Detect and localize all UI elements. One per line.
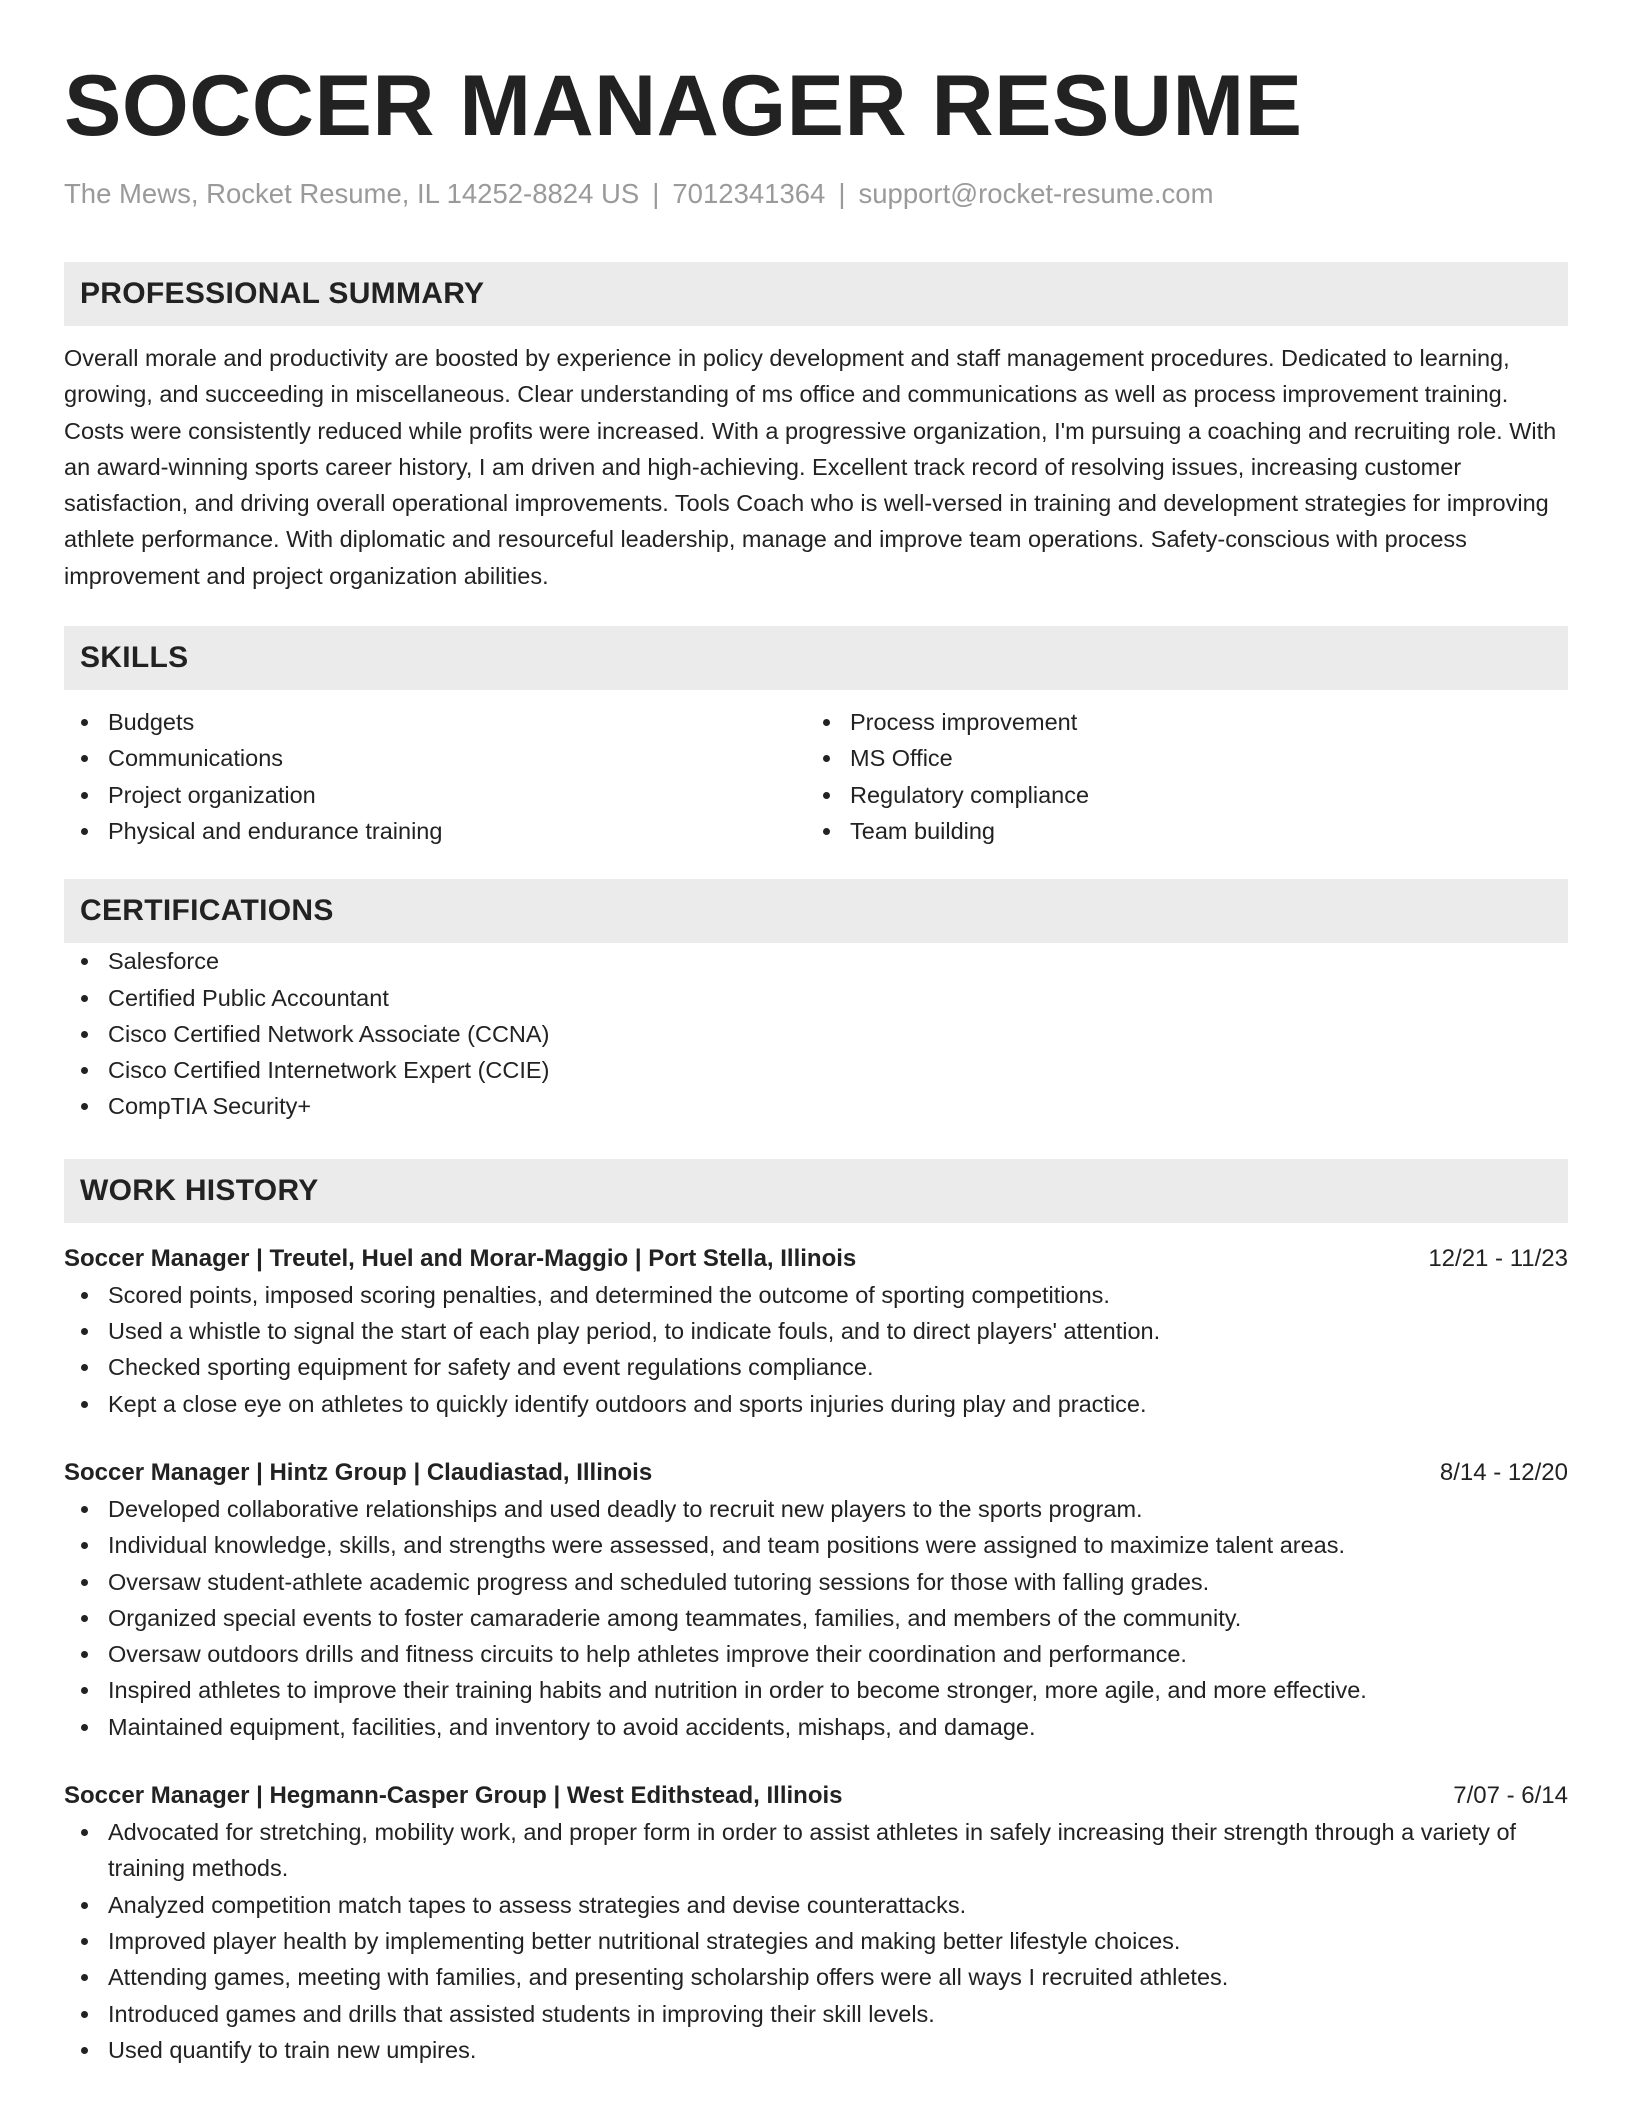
contact-line xyxy=(64,176,1568,212)
section-heading-certifications: CERTIFICATIONS xyxy=(64,879,1568,943)
job-duty-item: Improved player health by implementing better nutritional strategies and making better lifestyle choices. xyxy=(108,1923,1568,1959)
job-duty-item: Introduced games and drills that assisted students in improving their skill levels. xyxy=(108,1996,1568,2032)
resume-title: SOCCER MANAGER RESUME xyxy=(64,58,1303,154)
job-duty-item: Oversaw outdoors drills and fitness circuits to help athletes improve their coordination and performance. xyxy=(108,1636,1568,1672)
contact-separator: | xyxy=(838,178,846,209)
job-duty-item: Used quantify to train new umpires. xyxy=(108,2032,1568,2068)
job-dates: 7/07 - 6/14 xyxy=(1453,1782,1568,1810)
job-entry xyxy=(64,1455,1568,1745)
certification-item: Cisco Certified Internetwork Expert (CCIE) xyxy=(108,1052,1568,1088)
skill-item: Regulatory compliance xyxy=(850,777,1548,813)
skills-list xyxy=(64,704,1568,849)
section-heading-skills: SKILLS xyxy=(64,626,1568,690)
job-duty-item: Used a whistle to signal the start of each play period, to indicate fouls, and to direct players' attention. xyxy=(108,1313,1568,1349)
job-header xyxy=(64,1455,1568,1491)
job-header xyxy=(64,1241,1568,1277)
job-duty-item: Advocated for stretching, mobility work, and proper form in order to assist athletes in safely increasing their strength through a variety of training methods. xyxy=(108,1814,1568,1887)
certifications-list xyxy=(64,943,1568,1124)
job-duty-item: Attending games, meeting with families, and presenting scholarship offers were all ways I recruited athletes. xyxy=(108,1959,1568,1995)
job-duty-item: Individual knowledge, skills, and strengths were assessed, and team positions were assigned to maximize talent areas. xyxy=(108,1527,1568,1563)
job-title: Soccer Manager | Hegmann-Casper Group | West Edithstead, Illinois xyxy=(64,1782,843,1810)
certification-item: Cisco Certified Network Associate (CCNA) xyxy=(108,1016,1568,1052)
job-duty-item: Checked sporting equipment for safety and event regulations compliance. xyxy=(108,1349,1568,1385)
job-duty-item: Inspired athletes to improve their training habits and nutrition in order to become stronger, more agile, and more effective. xyxy=(108,1672,1568,1708)
job-duty-item: Scored points, imposed scoring penalties, and determined the outcome of sporting competitions. xyxy=(108,1277,1568,1313)
job-duty-item: Maintained equipment, facilities, and inventory to avoid accidents, mishaps, and damage. xyxy=(108,1709,1568,1745)
job-duty-item: Analyzed competition match tapes to assess strategies and devise counterattacks. xyxy=(108,1887,1568,1923)
certification-item: Salesforce xyxy=(108,943,1568,979)
job-duty-item: Kept a close eye on athletes to quickly identify outdoors and sports injuries during play and practice. xyxy=(108,1386,1568,1422)
job-entry xyxy=(64,1241,1568,1422)
job-duties-list xyxy=(64,1491,1568,1745)
job-duty-item: Oversaw student-athlete academic progress and scheduled tutoring sessions for those with falling grades. xyxy=(108,1564,1568,1600)
job-duty-item: Organized special events to foster camaraderie among teammates, families, and members of the community. xyxy=(108,1600,1568,1636)
skill-item: Communications xyxy=(108,740,806,776)
resume-page xyxy=(64,0,1568,2068)
job-title: Soccer Manager | Hintz Group | Claudiastad, Illinois xyxy=(64,1458,653,1486)
skill-item: Budgets xyxy=(108,704,806,740)
skill-item: Project organization xyxy=(108,777,806,813)
contact-address: The Mews, Rocket Resume, IL 14252-8824 US xyxy=(64,178,640,209)
job-duty-item: Developed collaborative relationships and used deadly to recruit new players to the sports program. xyxy=(108,1491,1568,1527)
skills-column-left xyxy=(64,704,806,849)
certification-item: CompTIA Security+ xyxy=(108,1088,1568,1124)
contact-email: support@rocket-resume.com xyxy=(858,178,1214,209)
job-dates: 12/21 - 11/23 xyxy=(1428,1244,1568,1272)
certification-item: Certified Public Accountant xyxy=(108,980,1568,1016)
section-heading-work-history: WORK HISTORY xyxy=(64,1159,1568,1223)
skill-item: Team building xyxy=(850,813,1548,849)
contact-separator: | xyxy=(652,178,660,209)
skill-item: Physical and endurance training xyxy=(108,813,806,849)
skill-item: MS Office xyxy=(850,740,1548,776)
section-heading-professional-summary: PROFESSIONAL SUMMARY xyxy=(64,262,1568,326)
job-header xyxy=(64,1778,1568,1814)
job-entry xyxy=(64,1778,1568,2068)
professional-summary-text: Overall morale and productivity are boosted by experience in policy development and staff management procedures. Dedicated to learning, growing, and succeeding in miscellaneous. Clear understanding of ms office and communications as well as process improvement training. Costs were consistently reduced while profits were increased. With a progressive organization, I'm pursuing a coaching and recruiting role. With an award-winning sports career history, I am driven and high-achieving. Excellent track record of resolving issues, increasing customer satisfaction, and driving overall operational improvements. Tools Coach who is well-versed in training and development strategies for improving athlete performance. With diplomatic and resourceful leadership, manage and improve team operations. Safety-conscious with process improvement and project organization abilities. xyxy=(64,345,1557,589)
skills-column-right xyxy=(806,704,1548,849)
job-duties-list xyxy=(64,1814,1568,2068)
contact-phone: 7012341364 xyxy=(672,178,826,209)
job-duties-list xyxy=(64,1277,1568,1422)
job-title: Soccer Manager | Treutel, Huel and Morar-Maggio | Port Stella, Illinois xyxy=(64,1244,857,1272)
skill-item: Process improvement xyxy=(850,704,1548,740)
job-dates: 8/14 - 12/20 xyxy=(1439,1458,1568,1486)
